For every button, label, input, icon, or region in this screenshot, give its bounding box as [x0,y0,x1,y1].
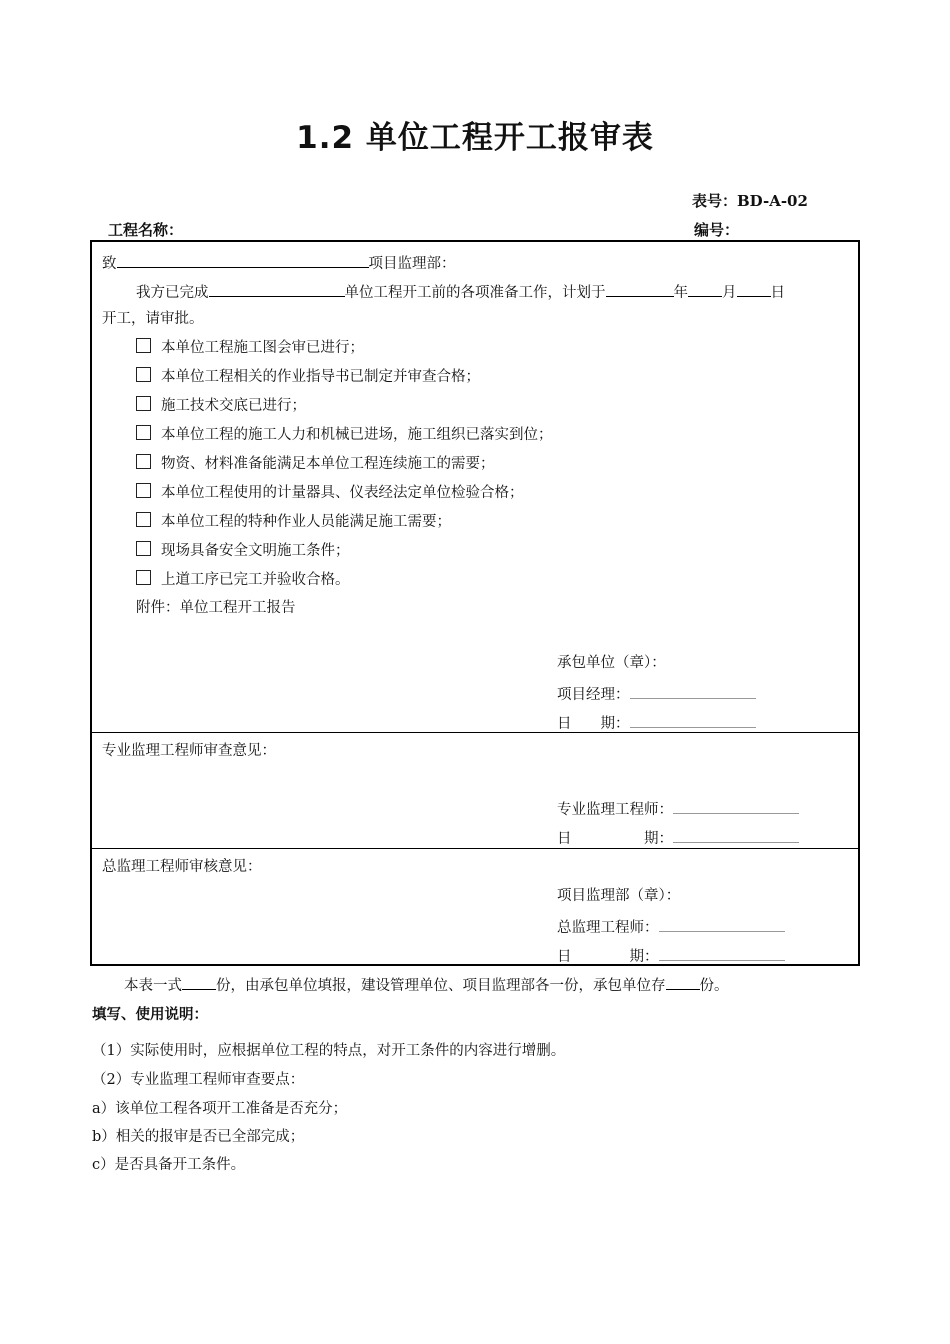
checklist-item [136,425,553,445]
note-item: c）是否具备开工条件。 [92,1157,246,1173]
copies-text-b: 份，由承包单位填报，建设管理单位、项目监理部各一份，承包单位存 [216,978,666,994]
specialist-review-heading: 专业监理工程师审查意见： [102,743,276,759]
checklist-item [136,367,480,387]
checklist-text: 本单位工程施工图会审已进行； [161,340,364,356]
chief-review-heading: 总监理工程师审核意见： [102,859,262,875]
specialist-engineer-line [557,797,799,820]
day-label: 日 [770,285,785,301]
day-blank[interactable] [737,280,771,297]
checklist-item [136,512,451,532]
checkbox[interactable] [136,396,151,411]
to-prefix: 致 [102,256,117,272]
addressee-line [102,251,456,274]
copies-line [124,973,729,996]
date-label: 日 期： [557,716,630,732]
copies-text-c: 份。 [699,978,729,994]
chief-engineer-field[interactable] [659,915,785,932]
specialist-date-field[interactable] [673,826,799,843]
approval-form [90,240,860,966]
chief-date-field[interactable] [659,944,785,961]
specialist-date-line [557,826,799,849]
note-item: b）相关的报审是否已全部完成； [92,1129,305,1145]
chief-date-label: 日 期： [557,949,659,965]
checkbox[interactable] [136,367,151,382]
checkbox[interactable] [136,454,151,469]
checklist-item [136,396,306,416]
specialist-review-section [92,732,858,849]
contractor-seal-label: 承包单位（章）： [557,655,666,671]
specialist-date-label: 日 期： [557,831,673,847]
page-title: 1.2 单位工程开工报审表 [296,120,654,156]
checklist-item [136,338,364,358]
year-blank[interactable] [606,280,674,297]
chief-review-section [92,848,858,965]
checkbox[interactable] [136,512,151,527]
checklist-text: 本单位工程使用的计量器具、仪表经法定单位检验合格； [161,485,524,501]
to-suffix: 项目监理部： [368,256,456,272]
note-item: （1）实际使用时，应根据单位工程的特点，对开工条件的内容进行增删。 [92,1043,566,1059]
note-item: （2）专业监理工程师审查要点： [92,1072,305,1088]
unit-project-blank[interactable] [209,280,345,297]
date-line [557,711,756,734]
completion-line [136,280,785,303]
month-label: 月 [722,285,737,301]
checklist-text: 施工技术交底已进行； [161,398,306,414]
project-manager-field[interactable] [630,682,756,699]
checklist-text: 现场具备安全文明施工条件； [161,543,350,559]
completion-text-a: 我方已完成 [136,285,209,301]
checkbox[interactable] [136,338,151,353]
supervision-dept-seal-label: 项目监理部（章）： [557,888,681,904]
project-manager-label: 项目经理： [557,687,630,703]
year-label: 年 [673,285,688,301]
checkbox[interactable] [136,483,151,498]
notes-title: 填写、使用说明： [92,1007,208,1023]
specialist-engineer-label: 专业监理工程师： [557,802,673,818]
checklist-item [136,570,350,590]
specialist-engineer-field[interactable] [673,797,799,814]
form-number: 表号：BD-A-02 [692,192,808,210]
checklist-item [136,454,495,474]
note-item: a）该单位工程各项开工准备是否充分； [92,1101,348,1117]
date-field[interactable] [630,711,756,728]
checklist-text: 物资、材料准备能满足本单位工程连续施工的需要； [161,456,495,472]
chief-engineer-label: 总监理工程师： [557,920,659,936]
checklist-text: 本单位工程的施工人力和机械已进场，施工组织已落实到位； [161,427,553,443]
project-name-label: 工程名称： [108,221,184,239]
completion-text-b: 单位工程开工前的各项准备工作，计划于 [344,285,606,301]
project-manager-line [557,682,756,705]
checklist-text: 本单位工程相关的作业指导书已制定并审查合格； [161,369,480,385]
checklist-item [136,541,350,561]
copies-kept-blank[interactable] [666,973,700,990]
checklist-text: 上道工序已完工并验收合格。 [161,572,350,588]
checklist-item [136,483,524,503]
copies-text-a: 本表一式 [124,978,182,994]
attachment-note: 附件：单位工程开工报告 [136,600,296,616]
addressee-blank[interactable] [117,251,369,268]
chief-engineer-line [557,915,785,938]
checkbox[interactable] [136,541,151,556]
copies-total-blank[interactable] [182,973,216,990]
serial-number-label: 编号： [694,221,740,239]
month-blank[interactable] [688,280,722,297]
request-line: 开工，请审批。 [102,311,204,327]
application-section [92,242,858,732]
chief-date-line [557,944,785,967]
checkbox[interactable] [136,570,151,585]
checkbox[interactable] [136,425,151,440]
checklist-text: 本单位工程的特种作业人员能满足施工需要； [161,514,451,530]
